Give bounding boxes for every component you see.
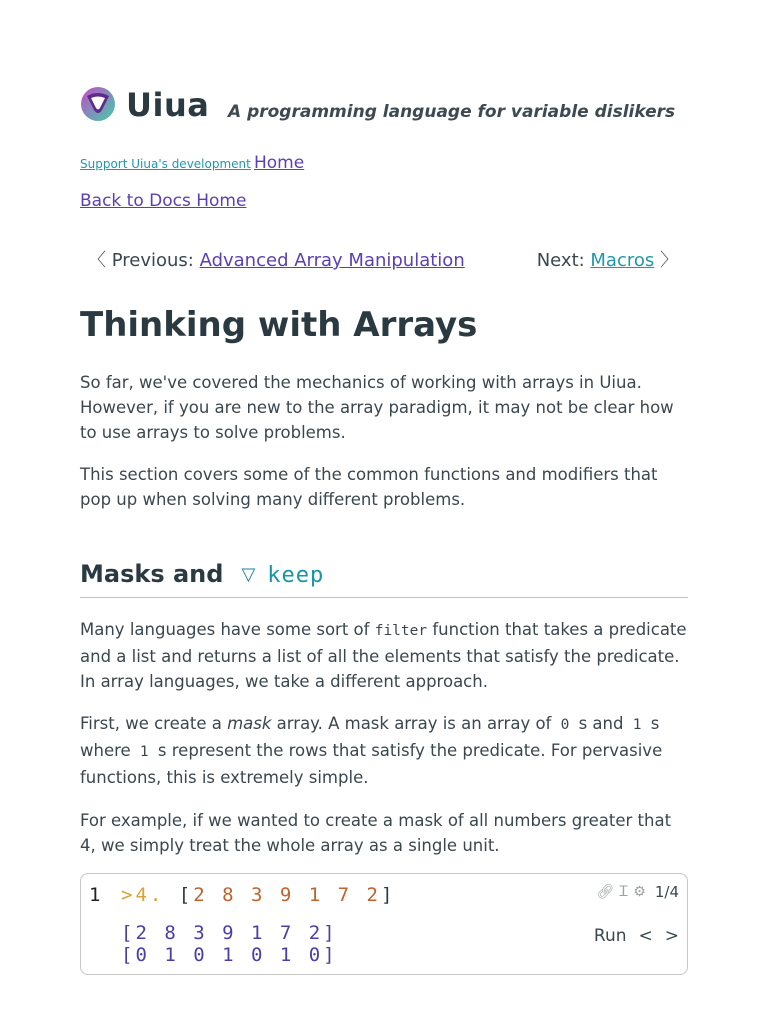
run-controls [594,926,679,946]
code-input[interactable] [121,884,395,906]
section-title: Masks and [80,560,224,588]
uiua-logo [80,86,116,122]
next-prefix: Next: [536,250,591,271]
support-link[interactable]: Support Uiua's development [80,157,251,171]
one-code: 1 [632,717,642,733]
p4-text-b: array. A mask array is an array of [271,714,557,733]
example-counter: 1/4 [654,883,679,901]
section-divider [80,597,688,598]
intro-paragraph-1: So far, we've covered the mechanics of working with arrays in Uiua. However, if you are new to the array paradigm, it may not be clear how to use arrays to solve problems. [80,373,674,442]
p4-text-d: s where [80,714,660,760]
link-icon[interactable]: 🔗︎ [596,884,615,900]
tagline: A programming language for variable dislikers [228,102,676,122]
p3-text-a: Many languages have some sort of [80,620,375,639]
paragraph-filter [80,617,690,694]
output-line-2: [0 1 0 1 0 1 0] [121,944,338,966]
code-close-bracket: ] [380,884,396,906]
next-nav [537,246,678,272]
gear-icon[interactable]: ⚙ [633,884,646,900]
paragraph-example: For example, if we wanted to create a mask of all numbers greater that 4, we simply treat the whole array as a single unit. [80,811,672,855]
keep-keyword-link[interactable]: keep [267,563,325,588]
code-operator: >4. [121,884,165,906]
code-numbers: 2 8 3 9 1 7 2 [193,884,381,906]
mask-emphasis: mask [227,714,272,733]
home-link[interactable]: Home [254,153,305,173]
p4-text-e: s represent the rows that satisfy the predicate. For pervasive functions, this is extremely simple. [80,741,663,787]
intro-paragraph-2: This section covers some of the common functions and modifiers that pop up when solving many different problems. [80,465,658,509]
brand-name: Uiua [126,86,210,124]
editor-tools [596,883,679,901]
previous-prefix: 〈 Previous: [88,250,200,271]
p4-text-c: s and [573,714,629,733]
line-number: 1 [89,884,101,906]
zero-code: 0 [560,717,570,733]
run-button[interactable]: Run [593,926,627,946]
back-to-docs-link[interactable]: Back to Docs Home [80,191,247,211]
next-example-button[interactable]: > [664,926,679,946]
next-suffix: 〉 [654,250,678,271]
output-line-1: [2 8 3 9 1 7 2] [121,922,338,944]
section-heading [80,560,324,588]
keep-glyph-icon[interactable]: ▽ [241,564,256,585]
paragraph-mask [80,711,690,790]
one-code-2: 1 [139,744,149,760]
filter-code: filter [374,623,428,639]
code-editor[interactable] [80,873,688,975]
previous-page-link[interactable]: Advanced Array Manipulation [199,250,465,271]
previous-example-button[interactable]: < [638,926,653,946]
previous-nav [88,246,465,272]
page-title: Thinking with Arrays [80,305,478,345]
next-page-link[interactable]: Macros [590,250,655,271]
text-cursor-icon[interactable]: Ꮖ [619,884,629,900]
p4-text-a: First, we create a [80,714,228,733]
code-open-bracket: [ [164,884,194,906]
p3-text-b: function that takes a predicate and a list and returns a list of all the elements that satisfy the predicate. In array languages, we take a different approach. [80,620,687,691]
